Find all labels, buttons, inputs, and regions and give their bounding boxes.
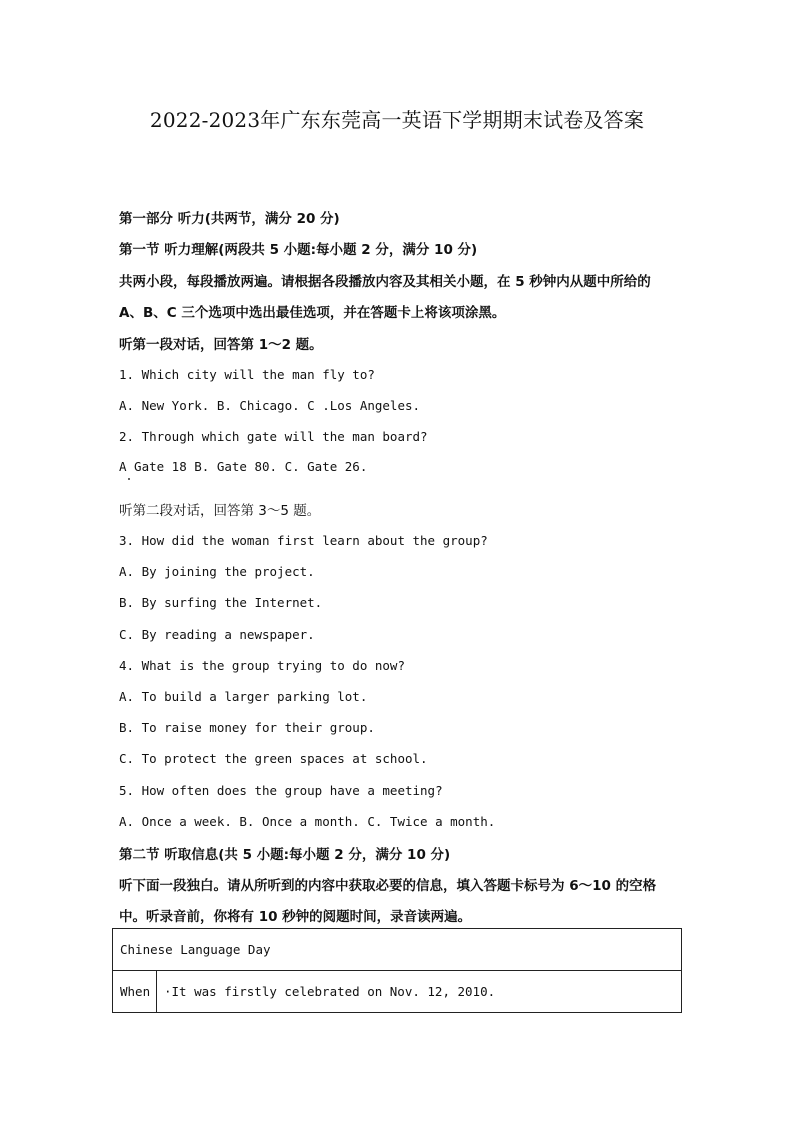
section1-instructions-line2: A、B、C 三个选项中选出最佳选项，并在答题卡上将该项涂黑。 bbox=[119, 305, 506, 321]
section2-instructions-line2: 中。听录音前，你将有 10 秒钟的阅题时间，录音读两遍。 bbox=[119, 909, 472, 925]
part1-heading: 第一部分 听力(共两节，满分 20 分) bbox=[119, 211, 340, 227]
question-1-options: A. New York. B. Chicago. C .Los Angeles. bbox=[119, 398, 421, 413]
question-4-option-a: A. To build a larger parking lot. bbox=[119, 689, 368, 704]
table-row bbox=[113, 971, 682, 1013]
page-title: 2022-2023年广东东莞高一英语下学期期末试卷及答案 bbox=[149, 108, 645, 132]
section1-heading: 第一节 听力理解(两段共 5 小题:每小题 2 分，满分 10 分) bbox=[119, 242, 478, 258]
question-4: 4. What is the group trying to do now? bbox=[119, 658, 405, 673]
question-3-option-a: A. By joining the project. bbox=[119, 564, 315, 579]
table-row bbox=[113, 929, 682, 971]
stray-dot bbox=[128, 478, 130, 480]
question-5-options: A. Once a week. B. Once a month. C. Twice a month. bbox=[119, 814, 496, 829]
section2-instructions-line1: 听下面一段独白。请从所听到的内容中获取必要的信息，填入答题卡标号为 6～10 的空格 bbox=[119, 878, 657, 894]
dialogue2-intro: 听第二段对话，回答第 3～5 题。 bbox=[119, 503, 321, 519]
question-5: 5. How often does the group have a meeting? bbox=[119, 783, 443, 798]
question-1: 1. Which city will the man fly to? bbox=[119, 367, 375, 382]
info-table bbox=[112, 928, 682, 1013]
section1-instructions-line1: 共两小段，每段播放两遍。请根据各段播放内容及其相关小题，在 5 秒钟内从题中所给的 bbox=[119, 274, 651, 290]
table-value-cell: ·It was firstly celebrated on Nov. 12, 2010. bbox=[157, 971, 682, 1013]
section2-heading: 第二节 听取信息(共 5 小题:每小题 2 分，满分 10 分) bbox=[119, 847, 451, 863]
question-3-option-c: C. By reading a newspaper. bbox=[119, 627, 315, 642]
question-3-option-b: B. By surfing the Internet. bbox=[119, 595, 323, 610]
table-header-cell: Chinese Language Day bbox=[113, 929, 682, 971]
dialogue1-intro: 听第一段对话，回答第 1～2 题。 bbox=[119, 337, 323, 353]
question-2: 2. Through which gate will the man board? bbox=[119, 429, 428, 444]
question-2-options: A Gate 18 B. Gate 80. C. Gate 26. bbox=[119, 459, 368, 474]
table-label-cell: When bbox=[113, 971, 157, 1013]
question-3: 3. How did the woman first learn about the group? bbox=[119, 533, 488, 548]
question-4-option-c: C. To protect the green spaces at school. bbox=[119, 751, 428, 766]
question-4-option-b: B. To raise money for their group. bbox=[119, 720, 375, 735]
